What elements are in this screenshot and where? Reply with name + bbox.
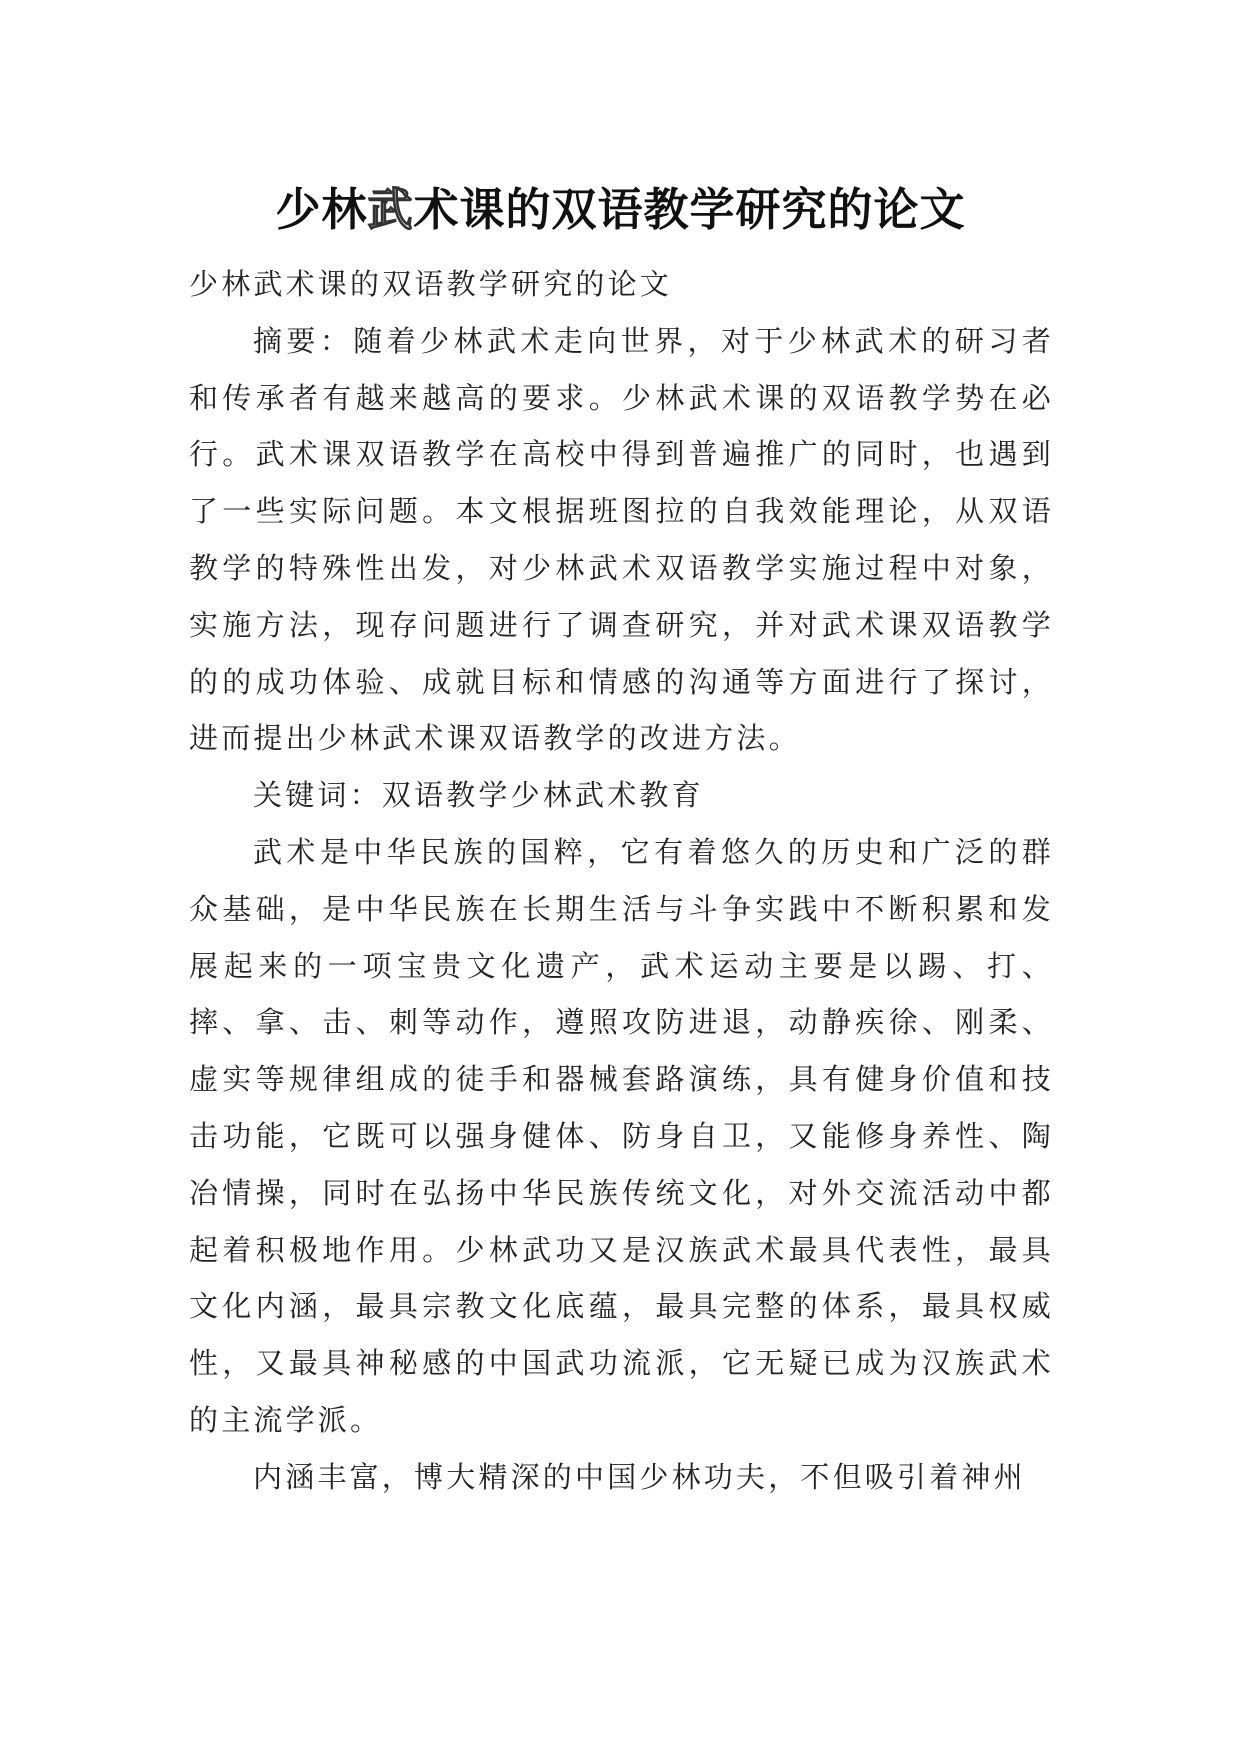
document-title xyxy=(0,180,1241,240)
title-part-2: 术课的双语教学研究的论文 xyxy=(413,183,966,237)
abstract-paragraph: 摘要：随着少林武术走向世界，对于少林武术的研习者和传承者有越来越高的要求。少林武术课的双语教学势在必行。武术课双语教学在高校中得到普遍推广的同时，也遇到了一些实际问题。本文根据班图拉的自我效能理论，从双语教学的特殊性出发，对少林武术双语教学实施过程中对象，实施方法，现存问题进行了调查研究，并对武术课双语教学的的成功体验、成就目标和情感的沟通等方面进行了探讨，进而提出少林武术课双语教学的改进方法。 xyxy=(189,323,1054,756)
title-part-1: 少林 xyxy=(275,183,368,237)
body-paragraph: 武术是中华民族的国粹，它有着悠久的历史和广泛的群众基础，是中华民族在长期生活与斗争实践中不断积累和发展起来的一项宝贵文化遗产，武术运动主要是以踢、打、摔、拿、击、刺等动作，遵照攻防进退，动静疾徐、刚柔、虚实等规律组成的徒手和器械套路演练，具有健身价值和技击功能，它既可以强身健体、防身自卫，又能修身养性、陶冶情操，同时在弘扬中华民族传统文化，对外交流活动中都起着积极地作用。少林武功又是汉族武术最具代表性，最具文化内涵，最具宗教文化底蕴，最具完整的体系，最具权威性，又最具神秘感的中国武功流派，它无疑已成为汉族武术的主流学派。 xyxy=(189,834,1054,1437)
body-paragraph: 内涵丰富，博大精深的中国少林功夫，不但吸引着神州 xyxy=(253,1459,1026,1494)
title-outlined-character: 武 xyxy=(367,183,414,237)
keywords-paragraph: 关键词：双语教学少林武术教育 xyxy=(253,778,704,813)
subtitle-paragraph: 少林武术课的双语教学研究的论文 xyxy=(189,267,673,301)
document-body xyxy=(189,256,1054,1506)
